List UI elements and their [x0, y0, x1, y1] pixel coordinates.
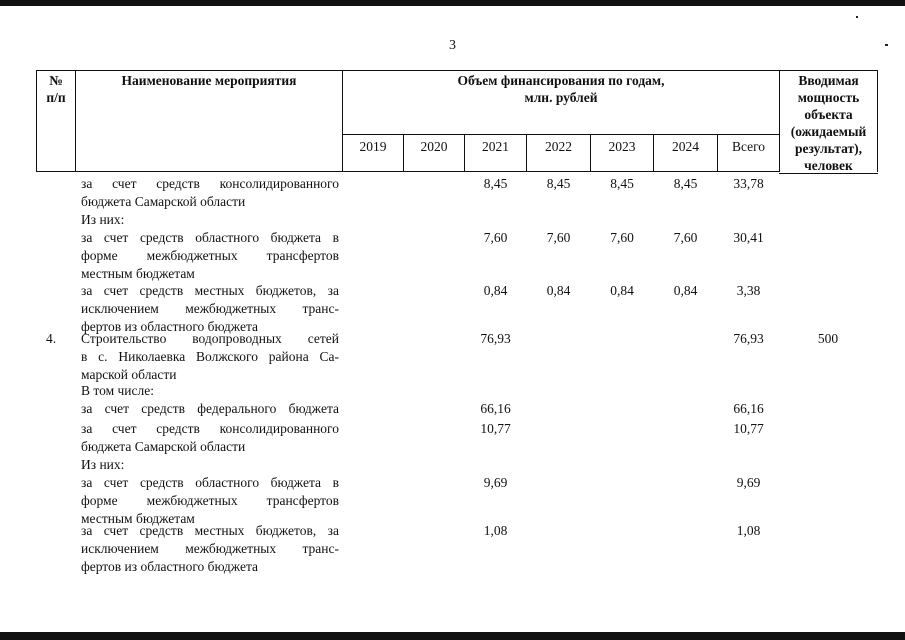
page-number: 3 — [449, 38, 456, 53]
description-line: местным бюджетам — [81, 511, 195, 526]
year-value: 7,60 — [610, 230, 634, 245]
total-value: 1,08 — [736, 523, 761, 538]
description-line: Строительство водопроводных сетей — [81, 331, 339, 346]
row-description — [81, 522, 339, 576]
row-description — [81, 420, 339, 456]
header-num-line: № — [49, 73, 63, 88]
row-description — [81, 282, 339, 336]
row-description — [81, 229, 339, 283]
total-value: 3,38 — [736, 283, 761, 298]
description-line: исключением межбюджетных транс- — [81, 541, 339, 556]
total-value: 9,69 — [736, 475, 761, 490]
year-row-top-border — [342, 134, 779, 135]
scan-border-top — [0, 0, 905, 6]
total-value: 76,93 — [733, 331, 764, 346]
capacity-header-line: человек — [804, 158, 853, 173]
description-line: бюджета Самарской области — [81, 194, 246, 209]
year-header: 2024 — [672, 139, 699, 154]
year-value: 7,60 — [483, 230, 508, 245]
description-line: в с. Николаевка Волжского района Са- — [81, 349, 339, 364]
row-number: 4. — [46, 331, 57, 346]
description-line: форме межбюджетных трансфертов — [81, 248, 339, 263]
table-right-border — [877, 70, 878, 172]
description-line: В том числе: — [81, 383, 154, 398]
description-line: за счет средств областного бюджета в — [81, 230, 339, 245]
year-value: 0,84 — [673, 283, 698, 298]
finance-title-line: Объем финансирования по годам, — [457, 73, 665, 88]
year-value: 8,45 — [546, 176, 571, 191]
year-header: 2019 — [359, 139, 387, 154]
capacity-value: 500 — [817, 331, 839, 346]
year-value: 7,60 — [546, 230, 571, 245]
year-value: 1,08 — [483, 523, 508, 538]
capacity-header-line: результат), — [795, 141, 862, 156]
capacity-header-line: мощность — [797, 90, 860, 105]
row-description — [81, 400, 339, 418]
description-line: бюджета Самарской области — [81, 439, 246, 454]
scan-speck — [856, 16, 858, 18]
description-line: за счет средств областного бюджета в — [81, 475, 339, 490]
description-line: за счет средств консолидированного — [81, 421, 339, 436]
year-header-total: Всего — [731, 139, 766, 154]
year-value: 8,45 — [483, 176, 508, 191]
header-num-line: п/п — [46, 90, 66, 105]
total-value: 30,41 — [733, 230, 764, 245]
capacity-header-line: объекта — [804, 107, 853, 122]
description-line: фертов из областного бюджета — [81, 319, 259, 334]
year-header: 2023 — [608, 139, 636, 154]
total-value: 33,78 — [733, 176, 764, 191]
row-description — [81, 382, 339, 400]
description-line: за счет средств федерального бюджета — [81, 401, 339, 416]
description-line: за счет средств консолидированного — [81, 176, 339, 191]
header-name-col: Наименование мероприятия — [121, 73, 297, 88]
description-line: исключением межбюджетных транс- — [81, 301, 339, 316]
year-value: 8,45 — [610, 176, 634, 191]
row-description — [81, 456, 339, 474]
row-description — [81, 211, 339, 229]
total-value: 10,77 — [733, 421, 764, 436]
row-description — [81, 330, 339, 384]
description-line: марской области — [81, 367, 177, 382]
year-value: 0,84 — [483, 283, 508, 298]
year-header: 2022 — [545, 139, 572, 154]
description-line: местным бюджетам — [81, 266, 195, 281]
description-line: за счет средств местных бюджетов, за — [81, 283, 339, 298]
description-line: фертов из областного бюджета — [81, 559, 259, 574]
capacity-header-line: Вводимая — [798, 73, 859, 88]
finance-title-line: млн. рублей — [524, 90, 598, 105]
description-line: за счет средств местных бюджетов, за — [81, 523, 339, 538]
capacity-header-line: (ожидаемый — [790, 124, 867, 139]
description-line: Из них: — [81, 212, 125, 227]
row-description — [81, 175, 339, 211]
year-value: 0,84 — [546, 283, 571, 298]
description-line: Из них: — [81, 457, 125, 472]
header-num-col — [37, 72, 75, 106]
header-finance-title — [343, 72, 779, 106]
year-value: 10,77 — [480, 421, 511, 436]
year-header: 2020 — [420, 139, 448, 154]
year-value: 0,84 — [610, 283, 634, 298]
year-value: 76,93 — [480, 331, 511, 346]
table-top-border — [36, 70, 878, 71]
year-value: 66,16 — [480, 401, 511, 416]
year-value: 7,60 — [673, 230, 698, 245]
scan-border-bottom — [0, 632, 905, 640]
description-line: форме межбюджетных трансфертов — [81, 493, 339, 508]
year-header: 2021 — [482, 139, 509, 154]
year-value: 8,45 — [673, 176, 698, 191]
row-description — [81, 474, 339, 528]
header-capacity-col — [780, 72, 877, 174]
total-value: 66,16 — [733, 401, 764, 416]
year-value: 9,69 — [483, 475, 508, 490]
header-bottom-border — [36, 171, 779, 172]
